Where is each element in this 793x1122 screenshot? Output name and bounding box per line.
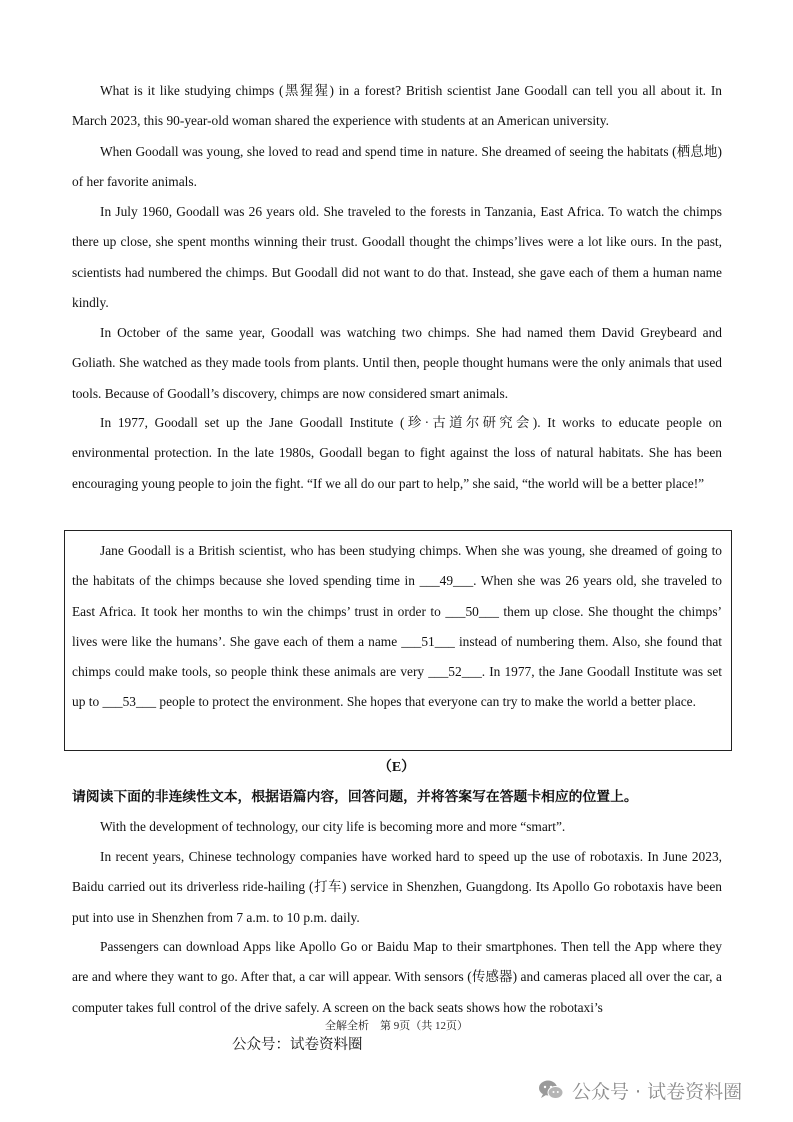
page-footer: 全解全析 第 9页（共 12页） (325, 1020, 468, 1032)
passage-paragraph-1: What is it like studying chimps (黑猩猩) in a forest? British scientist Jane Goodall can tell you all about it. In March 2023, this 90-year-old woman shared the experience with students at an American university. (72, 83, 722, 129)
summary-text: Jane Goodall is a British scientist, who has been studying chimps. When she was young, she dreamed of going to the habitats of the chimps because she loved spending time in ___49___. When she was 26 years old, she traveled to East Africa. It took her months to win the chimps’ trust in order to ___50___ them up close. She thought the chimps’ lives were like the humans’. She gave each of them a name ___51___ instead of numbering them. Also, she found that chimps could make tools, so people think these animals are very ___52___. In 1977, the Jane Goodall Institute was set up to ___53___ people to protect the environment. She hopes that everyone can try to make the world a better place. (72, 543, 722, 710)
wechat-account-label: 公众号：试卷资料圈 (232, 1037, 363, 1053)
section-e-label: （E） (377, 760, 416, 775)
section-e-paragraph-3: Passengers can download Apps like Apollo Go or Baidu Map to their smartphones. Then tell the App where they are and where they want to go. After that, a car will appear. With sensors (传感器) and cameras placed all over the car, a computer takes full control of the drive safely. A screen on the back seats shows how the robotaxi’s (72, 939, 722, 1015)
passage-paragraph-4: In October of the same year, Goodall was watching two chimps. She had named them David Greybeard and Goliath. She watched as they made tools from plants. Until then, people thought humans were the only animals that used tools. Because of Goodall’s discovery, chimps are now considered smart animals. (72, 325, 722, 401)
passage-paragraph-5: In 1977, Goodall set up the Jane Goodall Institute (珍·古道尔研究会). It works to educate people on environmental protection. In the late 1980s, Goodall began to fight against the loss of natural habitats. She has been encouraging young people to join the fight. “If we all do our part to help,” she said, “the world will be a better place!” (72, 415, 722, 491)
section-e-paragraph-2: In recent years, Chinese technology companies have worked hard to speed up the use of robotaxis. In June 2023, Baidu carried out its driverless ride-hailing (打车) service in Shenzhen, Guangdong. Its Apollo Go robotaxis have been put into use in Shenzhen from 7 a.m. to 10 p.m. daily. (72, 849, 722, 925)
passage-paragraph-2: When Goodall was young, she loved to read and spend time in nature. She dreamed of seeing the habitats (栖息地) of her favorite animals. (72, 144, 722, 190)
summary-box (64, 530, 732, 751)
watermark-text: 公众号 · 试卷资料圈 (572, 1080, 743, 1103)
passage-paragraph-3: In July 1960, Goodall was 26 years old. She traveled to the forests in Tanzania, East Africa. To watch the chimps there up close, she spent months winning their trust. Goodall thought the chimps’lives were a lot like ours. In the past, scientists had numbered the chimps. But Goodall did not want to do that. Instead, she gave each of them a human name kindly. (72, 204, 722, 310)
section-e-instruction: 请阅读下面的非连续性文本，根据语篇内容，回答问题，并将答案写在答题卡相应的位置上。 (72, 789, 638, 805)
wechat-icon (538, 1079, 564, 1101)
section-e-paragraph-1: With the development of technology, our city life is becoming more and more “smart”. (100, 819, 566, 834)
watermark (538, 1076, 742, 1104)
